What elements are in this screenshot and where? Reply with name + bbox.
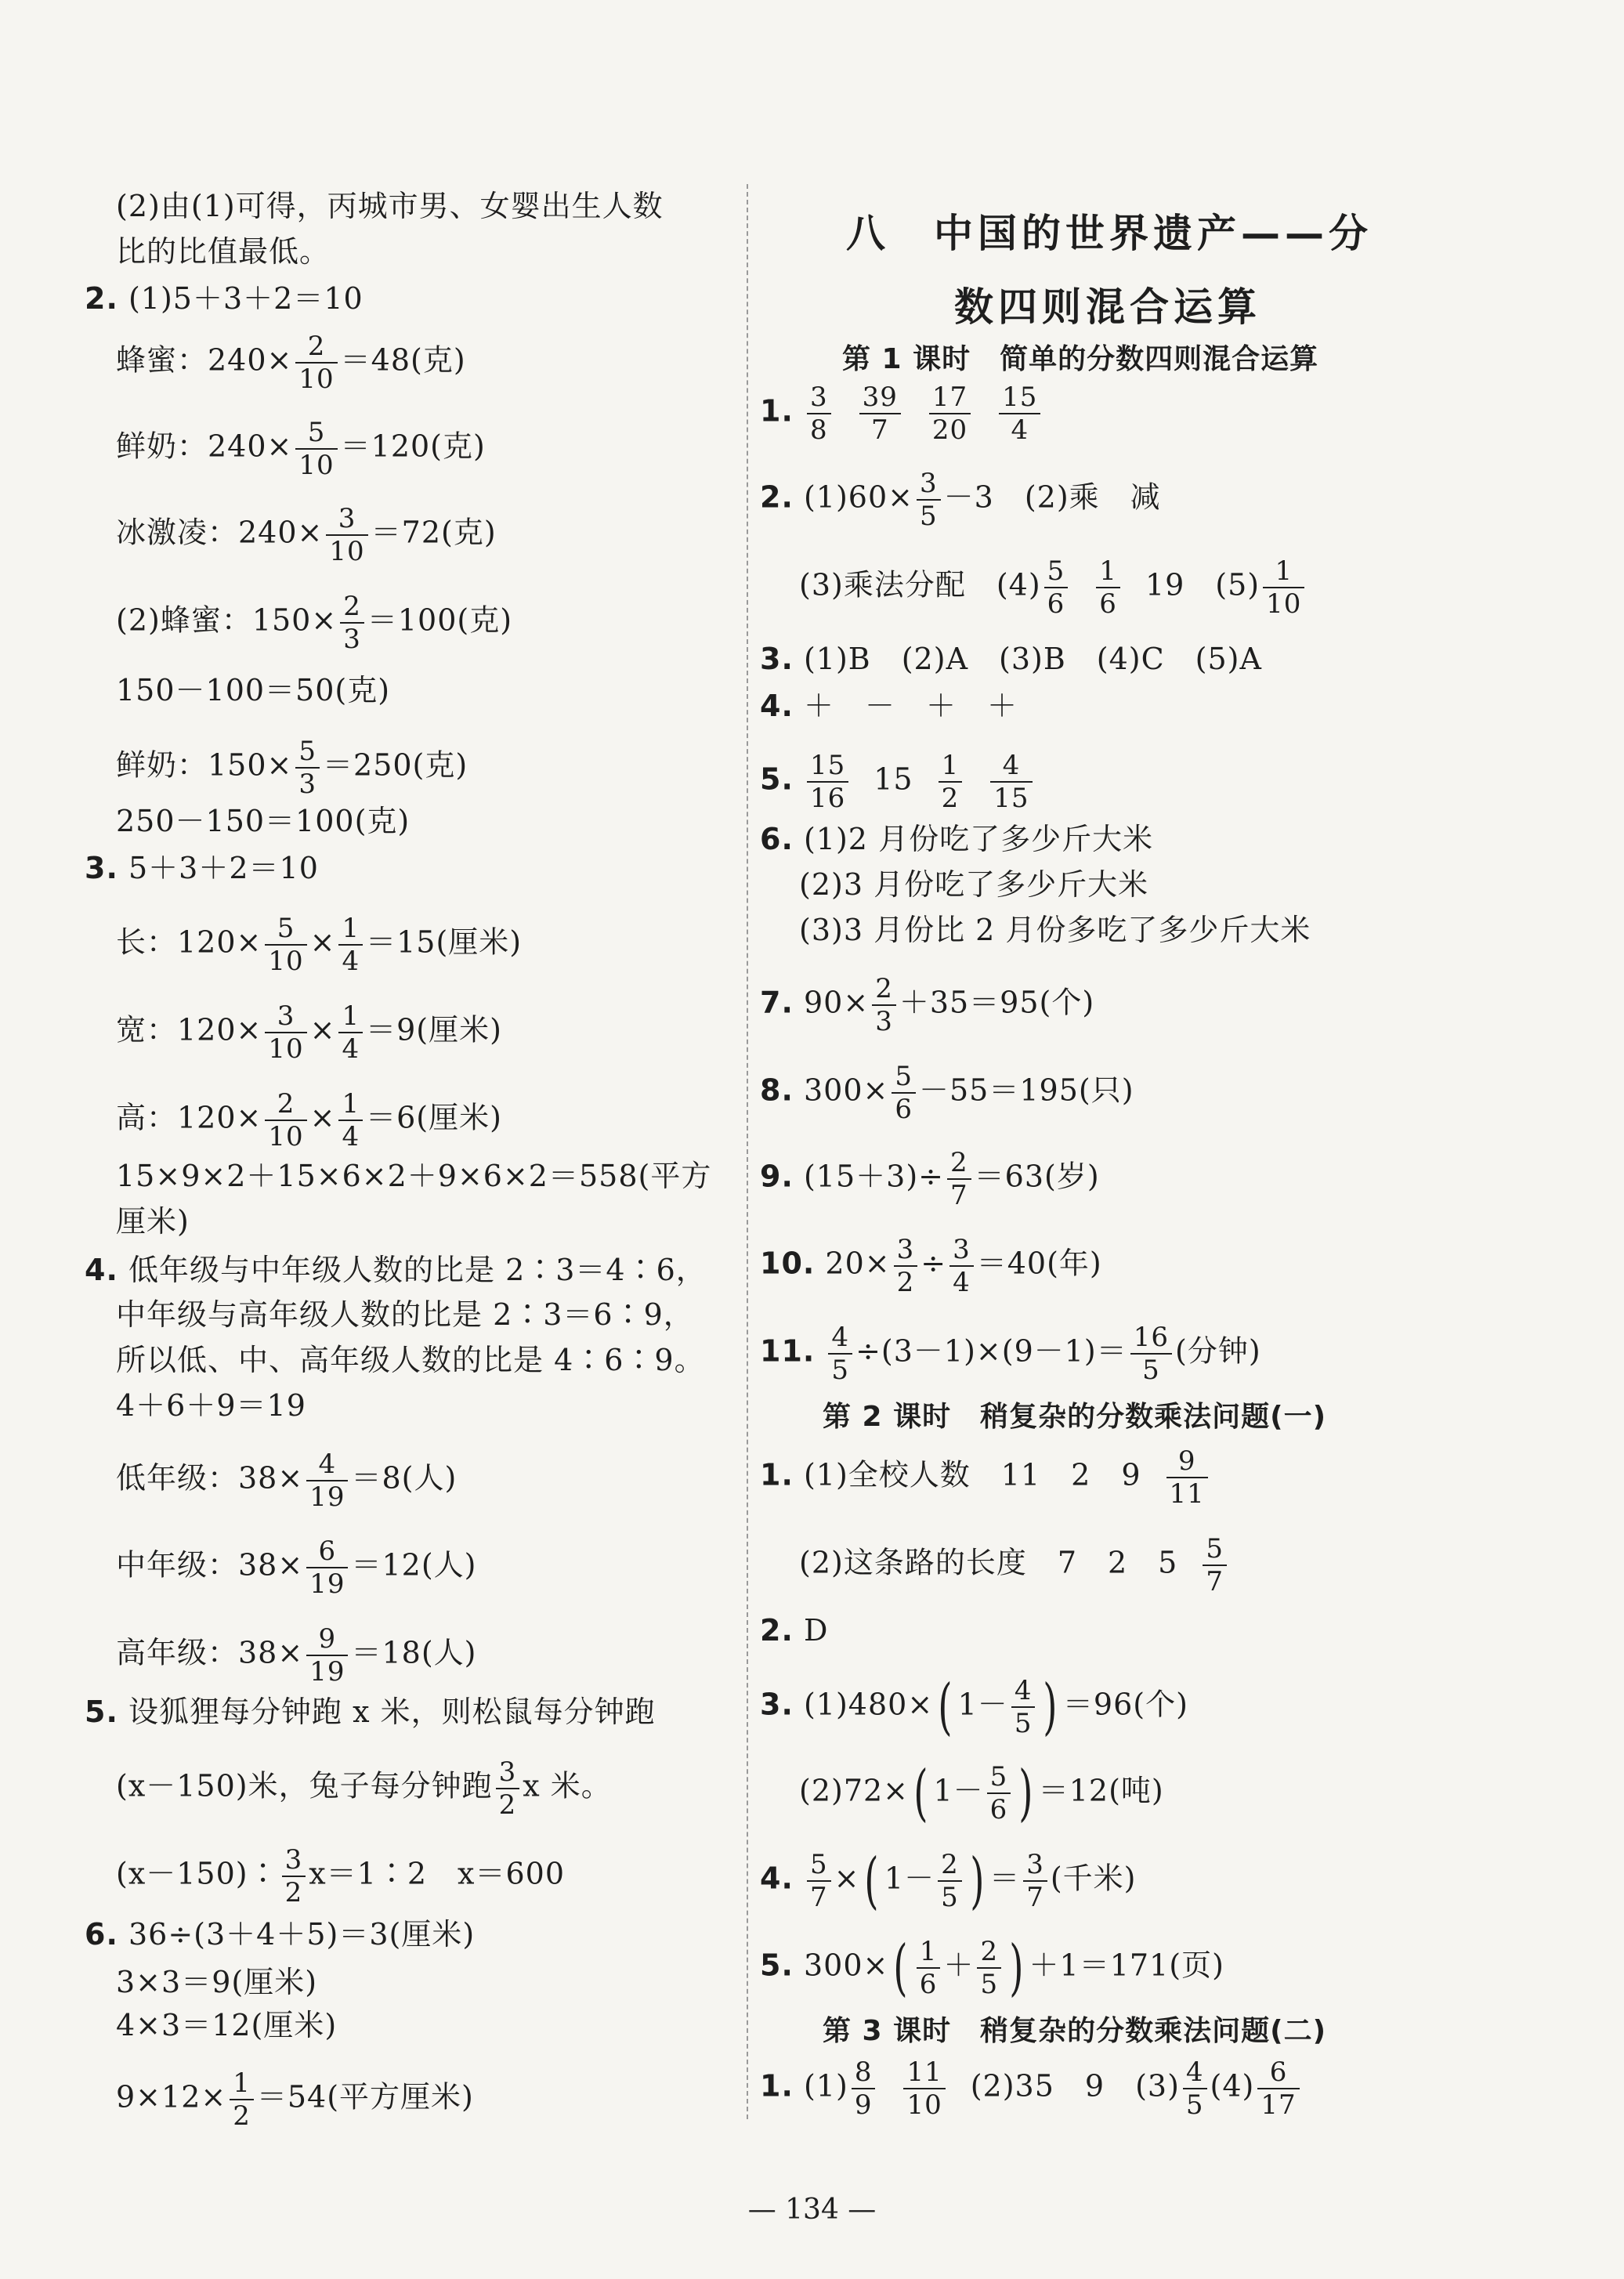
denominator: 7 (1206, 1566, 1224, 1597)
fraction (977, 1938, 1001, 1998)
denominator: 2 (896, 1267, 915, 1298)
text-line: 250－150＝100(克) (116, 804, 411, 838)
numerator: 3 (496, 1759, 520, 1789)
denominator: 5 (831, 1355, 850, 1386)
fraction (340, 593, 364, 653)
fraction (295, 738, 320, 798)
numerator: 3 (917, 470, 941, 501)
denominator: 7 (950, 1180, 968, 1211)
numerator: 5 (295, 738, 320, 769)
question-number: 3. (85, 851, 118, 885)
denominator: 4 (342, 946, 360, 977)
denominator: 5 (920, 501, 938, 532)
b-answer-1 (760, 1445, 1211, 1510)
fraction (1011, 1677, 1036, 1737)
text-line: 15×9×2＋15×6×2＋9×6×2＝558(平方 (116, 1159, 712, 1193)
fraction (828, 1324, 852, 1384)
fraction (265, 1088, 306, 1152)
numerator: 17 (929, 384, 971, 414)
c-answer-1 (760, 2057, 1303, 2121)
equation-line: 高：120× $\frac{2}{10}$ × $\frac{1}{4}$ ＝6(厘米) (116, 1088, 502, 1152)
numerator: 5 (1044, 558, 1069, 588)
numerator: 3 (282, 1847, 306, 1877)
fraction (807, 752, 848, 812)
fraction (807, 382, 831, 446)
fraction (1183, 2057, 1207, 2121)
text: 高：120× (116, 1100, 262, 1135)
b-answer-5: 5. 300×( $\frac{1}{6}$ ＋ $\frac{2}{5}$ ) ＋1＝171(页) (760, 1933, 1224, 2003)
question-number: 6. (760, 822, 794, 856)
text-line: (2)由(1)可得，丙城市男、女婴出生人数 (116, 189, 664, 223)
text-line: 3×3＝9(厘米) (116, 1965, 318, 1999)
numerator: 3 (265, 1003, 306, 1033)
answer-3 (760, 641, 1262, 677)
fraction (1023, 1851, 1047, 1911)
fraction (496, 1756, 520, 1821)
denominator: 4 (953, 1267, 971, 1298)
text: ＋ (943, 1948, 975, 1983)
denominator: 5 (941, 1882, 959, 1913)
numerator: 3 (326, 505, 367, 536)
numerator: 6 (1257, 2059, 1299, 2089)
text-line: 所以低、中、高年级人数的比是 4∶6∶9。 (116, 1343, 705, 1377)
numerator: 39 (859, 384, 901, 414)
text: 15 (873, 761, 913, 797)
fraction (917, 1938, 941, 1998)
text: ＝ (989, 1861, 1021, 1896)
text: 设狐狸每分钟跑 x 米，则松鼠每分钟跑 (128, 1695, 656, 1729)
fraction (230, 2067, 254, 2132)
denominator: 5 (1185, 2089, 1204, 2121)
fraction (999, 382, 1040, 446)
denominator: 8 (809, 414, 828, 446)
numerator: 3 (894, 1236, 918, 1267)
numerator: 11 (903, 2059, 945, 2089)
text: 低年级：38× (116, 1460, 304, 1496)
text: 1－ (884, 1861, 935, 1896)
numerator: 1 (917, 1938, 941, 1969)
fraction (807, 1851, 831, 1911)
text: 宽：120× (116, 1012, 262, 1047)
fraction (326, 505, 367, 565)
text: ＝18(人) (351, 1635, 477, 1670)
text: ＝6(厘米) (366, 1100, 502, 1135)
text-line: 4＋6＋9＝19 (116, 1388, 306, 1423)
fraction (917, 470, 941, 530)
fraction (947, 1149, 971, 1209)
answer-2-line-2 (799, 555, 1308, 620)
denominator: 6 (989, 1794, 1008, 1825)
text-line: 厘米) (116, 1204, 190, 1239)
text: ＝8(人) (351, 1460, 458, 1496)
denominator: 7 (809, 1882, 828, 1913)
fraction (1203, 1533, 1227, 1597)
denominator: 4 (342, 1121, 360, 1152)
denominator: 16 (809, 783, 846, 814)
equation-line: 长：120× $\frac{5}{10}$ × $\frac{1}{4}$ ＝15(厘米) (116, 913, 523, 977)
fraction (903, 2057, 945, 2121)
text: 1－ (933, 1773, 984, 1808)
numerator: 15 (999, 384, 1040, 414)
question-number: 1. (760, 2068, 794, 2104)
question-2 (85, 280, 364, 317)
lesson-heading: 第 1 课时 简单的分数四则混合运算 (842, 343, 1319, 375)
text-line: 4×3＝12(厘米) (116, 2008, 338, 2042)
question-number: 2. (760, 1613, 794, 1648)
text: 5＋3＋2＝10 (128, 851, 319, 885)
numerator: 15 (807, 752, 848, 783)
question-number: 1. (760, 393, 794, 429)
denominator: 15 (993, 783, 1029, 814)
numerator: 9 (306, 1626, 348, 1656)
equation-line (116, 505, 497, 565)
text: 鲜奶：240× (116, 429, 293, 464)
fraction (295, 419, 337, 479)
answer-10 (760, 1236, 1102, 1296)
text: (x－150)∶ (116, 1856, 279, 1891)
fraction (938, 1851, 962, 1911)
equation-line (116, 331, 466, 395)
text: ＝120(克) (340, 429, 486, 464)
fraction (859, 382, 901, 446)
text: (2)35 9 (3) (970, 2068, 1180, 2104)
numerator: 5 (265, 915, 306, 946)
numerator: 5 (1203, 1536, 1227, 1566)
answer-7 (760, 975, 1094, 1035)
text: ＋1＝171(页) (1029, 1948, 1224, 1983)
text: ＝72(克) (371, 515, 497, 550)
answer-8 (760, 1063, 1134, 1123)
denominator: 3 (875, 1006, 893, 1037)
text: ÷(3－1)×(9－1)＝ (855, 1333, 1127, 1369)
denominator: 2 (941, 783, 960, 814)
fraction (949, 1236, 974, 1296)
denominator: 6 (1099, 588, 1117, 620)
numerator: 1 (338, 915, 363, 946)
denominator: 2 (233, 2100, 251, 2132)
question-number: 5. (85, 1695, 118, 1729)
equation-line (116, 738, 468, 798)
numerator: 16 (1130, 1324, 1172, 1355)
text: 9×12× (116, 2079, 227, 2114)
text: 长：120× (116, 924, 262, 960)
denominator: 9 (854, 2089, 873, 2121)
denominator: 10 (329, 536, 365, 567)
equation-line (116, 1756, 612, 1821)
text: 300× (803, 1073, 889, 1108)
question-number: 5. (760, 761, 794, 797)
text-line: (2)3 月份吃了多少斤大米 (799, 867, 1149, 902)
text: ＝54(平方厘米) (256, 2079, 474, 2114)
fraction (892, 1063, 916, 1123)
equation-line (116, 1844, 566, 1908)
denominator: 10 (268, 1121, 304, 1152)
text-line: 比的比值最低。 (116, 234, 331, 269)
fraction (929, 382, 971, 446)
answer-2 (760, 470, 1161, 530)
text: －55＝195(只) (919, 1073, 1134, 1108)
answer-4 (760, 688, 1018, 724)
denominator: 10 (268, 946, 304, 977)
column-divider (747, 184, 748, 2119)
fraction (1257, 2057, 1299, 2121)
denominator: 3 (343, 624, 361, 655)
numerator: 2 (947, 1149, 971, 1180)
numerator: 2 (340, 593, 364, 624)
question-4 (85, 1252, 707, 1288)
numerator: 4 (828, 1324, 852, 1355)
text: 20× (825, 1246, 891, 1281)
numerator: 1 (939, 752, 963, 783)
text: 蜂蜜：240× (116, 342, 293, 378)
text: ＝15(厘米) (366, 924, 523, 960)
fraction (1044, 555, 1069, 620)
denominator: 7 (870, 414, 889, 446)
denominator: 6 (919, 1969, 938, 2000)
numerator: 4 (306, 1451, 348, 1481)
text: x 米。 (523, 1768, 612, 1803)
fraction (265, 1000, 306, 1065)
text: ＝96(个) (1062, 1687, 1188, 1722)
question-number: 10. (760, 1246, 816, 1281)
text: (1) (803, 2068, 848, 2104)
denominator: 5 (1014, 1708, 1033, 1739)
numerator: 9 (1166, 1448, 1208, 1478)
b-answer-1-line-2 (799, 1533, 1230, 1597)
denominator: 2 (498, 1789, 517, 1821)
equation-line (116, 593, 512, 653)
denominator: 19 (309, 1481, 345, 1513)
text: (1)2 月份吃了多少斤大米 (803, 822, 1154, 856)
chapter-title-continued: 数四则混合运算 (954, 284, 1261, 330)
fraction (265, 915, 306, 975)
denominator: 5 (980, 1969, 999, 2000)
question-number: 7. (760, 985, 794, 1020)
numerator: 8 (852, 2059, 876, 2089)
text: (千米) (1050, 1861, 1137, 1896)
text: 鲜奶：150× (116, 747, 293, 783)
text: (2)蜂蜜：150× (116, 602, 338, 638)
denominator: 10 (1266, 588, 1302, 620)
text: (分钟) (1175, 1333, 1261, 1369)
question-6 (85, 1916, 475, 1952)
text: －3 (2)乘 减 (943, 479, 1161, 515)
numerator: 6 (306, 1538, 348, 1568)
numerator: 2 (938, 1851, 962, 1882)
text: × (834, 1861, 860, 1896)
fraction (939, 752, 963, 812)
question-number: 1. (760, 1457, 794, 1492)
fraction (282, 1844, 306, 1908)
denominator: 19 (309, 1656, 345, 1688)
equation-line (116, 419, 486, 479)
text: ＝63(岁) (974, 1159, 1100, 1194)
page-number: — 134 — (747, 2194, 877, 2226)
numerator: 1 (338, 1091, 363, 1121)
text: D (803, 1613, 829, 1648)
text: ＝48(克) (340, 342, 466, 378)
question-number: 2. (760, 479, 794, 515)
numerator: 3 (807, 384, 831, 414)
b-answer-3-line-2: (2)72×( 1－ $\frac{5}{6}$ ) ＝12(吨) (799, 1758, 1164, 1829)
equation-line (116, 1623, 477, 1688)
text: (1)480× (803, 1687, 934, 1722)
fraction (1130, 1324, 1172, 1384)
b-answer-3: 3. (1)480×( 1－ $\frac{4}{5}$ ) ＝96(个) (760, 1672, 1188, 1742)
text-line: (3)3 月份比 2 月份多吃了多少斤大米 (799, 913, 1311, 947)
denominator: 6 (1047, 588, 1065, 620)
text: (4) (1210, 2068, 1255, 2104)
denominator: 4 (342, 1033, 360, 1065)
text: ＝250(克) (323, 747, 468, 783)
question-number: 3. (760, 642, 794, 676)
text: (2)72× (799, 1773, 910, 1808)
numerator: 2 (977, 1938, 1001, 1969)
text: ÷ (921, 1246, 947, 1281)
fraction (338, 1088, 363, 1152)
question-3 (85, 850, 319, 886)
fraction (1263, 555, 1304, 620)
text: (x－150)米，兔子每分钟跑 (116, 1768, 493, 1803)
b-answer-4: 4. $\frac{5}{7}$ ×( 1－ $\frac{2}{5}$ ) ＝ $\frac{3}{7}$ (千米) (760, 1846, 1137, 1916)
fraction (990, 752, 1032, 812)
fraction (295, 331, 337, 395)
numerator: 1 (230, 2070, 254, 2100)
text: 90× (803, 985, 870, 1020)
fraction (872, 975, 896, 1035)
text: 冰激凌：240× (116, 515, 324, 550)
question-number: 9. (760, 1159, 794, 1194)
denominator: 2 (284, 1877, 303, 1908)
text: (1)B (2)A (3)B (4)C (5)A (803, 642, 1262, 676)
text: 低年级与中年级人数的比是 2∶3＝4∶6， (128, 1253, 707, 1287)
text: (1)60× (803, 479, 914, 515)
question-number: 11. (760, 1333, 816, 1369)
fraction (338, 915, 363, 975)
question-number: 4. (760, 1861, 794, 1896)
numerator: 4 (1183, 2059, 1207, 2089)
lesson-heading: 第 2 课时 稍复杂的分数乘法问题(一) (823, 1401, 1327, 1433)
text-line: 中年级与高年级人数的比是 2∶3＝6∶9， (116, 1297, 694, 1332)
numerator: 4 (1011, 1677, 1036, 1708)
text: ＝9(厘米) (366, 1012, 502, 1047)
text: ＝12(人) (351, 1547, 477, 1583)
text: 中年级：38× (116, 1547, 304, 1583)
denominator: 6 (895, 1094, 913, 1125)
question-5 (85, 1694, 656, 1730)
text: 高年级：38× (116, 1635, 304, 1670)
denominator: 20 (931, 414, 968, 446)
denominator: 10 (268, 1033, 304, 1065)
numerator: 3 (949, 1236, 974, 1267)
numerator: 2 (295, 333, 337, 364)
denominator: 5 (1142, 1355, 1160, 1386)
fraction (306, 1536, 348, 1600)
equation-line (116, 2067, 474, 2132)
numerator: 2 (872, 975, 896, 1006)
text: 19 (5) (1145, 567, 1260, 602)
answer-1 (760, 382, 1043, 446)
equation-line: 宽：120× $\frac{3}{10}$ × $\frac{1}{4}$ ＝9(厘米) (116, 1000, 502, 1065)
text: (2)这条路的长度 7 2 5 (799, 1545, 1178, 1580)
fraction (1166, 1445, 1208, 1510)
denominator: 17 (1260, 2089, 1297, 2121)
numerator: 5 (807, 1851, 831, 1882)
numerator: 5 (892, 1063, 916, 1094)
fraction (338, 1000, 363, 1065)
text: 36÷(3＋4＋5)＝3(厘米) (128, 1917, 476, 1952)
fraction (894, 1236, 918, 1296)
text: (1)5＋3＋2＝10 (128, 281, 364, 316)
fraction (1096, 555, 1120, 620)
text-line: 150－100＝50(克) (116, 673, 391, 707)
answer-11 (760, 1324, 1261, 1384)
question-number: 4. (760, 689, 794, 723)
numerator: 5 (295, 419, 337, 450)
question-number: 8. (760, 1073, 794, 1108)
denominator: 4 (1011, 414, 1029, 446)
numerator: 4 (990, 752, 1032, 783)
denominator: 10 (906, 2089, 942, 2121)
answer-6 (760, 821, 1153, 857)
numerator: 1 (338, 1003, 363, 1033)
denominator: 10 (298, 450, 335, 481)
question-number: 6. (85, 1917, 118, 1952)
text: ＝100(克) (367, 602, 513, 638)
numerator: 3 (1023, 1851, 1047, 1882)
text: x＝1∶2 x＝600 (309, 1856, 566, 1891)
question-number: 5. (760, 1948, 794, 1983)
numerator: 1 (1263, 558, 1304, 588)
text: (1)全校人数 11 2 9 (803, 1457, 1141, 1492)
text: ＝12(吨) (1038, 1773, 1164, 1808)
question-number: 2. (85, 281, 118, 316)
lesson-heading: 第 3 课时 稍复杂的分数乘法问题(二) (823, 2015, 1327, 2047)
fraction (852, 2057, 876, 2121)
fraction (987, 1761, 1011, 1825)
numerator: 1 (1096, 558, 1120, 588)
numerator: 5 (987, 1764, 1011, 1794)
answer-5 (760, 752, 1036, 812)
denominator: 10 (298, 364, 335, 395)
equation-line (116, 1449, 458, 1513)
numerator: 2 (265, 1091, 306, 1121)
question-number: 4. (85, 1253, 118, 1287)
text: ＋35＝95(个) (899, 985, 1095, 1020)
text: 1－ (957, 1687, 1008, 1722)
denominator: 11 (1169, 1478, 1205, 1510)
denominator: 3 (298, 769, 317, 800)
text: ＋ － ＋ ＋ (803, 689, 1018, 723)
b-answer-2 (760, 1612, 828, 1648)
chapter-title: 八 中国的世界遗产——分 (846, 211, 1373, 256)
question-number: 3. (760, 1687, 794, 1722)
text: (3)乘法分配 (4) (799, 567, 1041, 602)
equation-line (116, 1536, 477, 1600)
denominator: 19 (309, 1568, 345, 1600)
denominator: 7 (1026, 1882, 1044, 1913)
text: ＝40(年) (976, 1246, 1102, 1281)
fraction (306, 1449, 348, 1513)
answer-9 (760, 1149, 1100, 1209)
text: 300× (803, 1948, 889, 1983)
fraction (306, 1623, 348, 1688)
text: (15＋3)÷ (803, 1159, 945, 1194)
